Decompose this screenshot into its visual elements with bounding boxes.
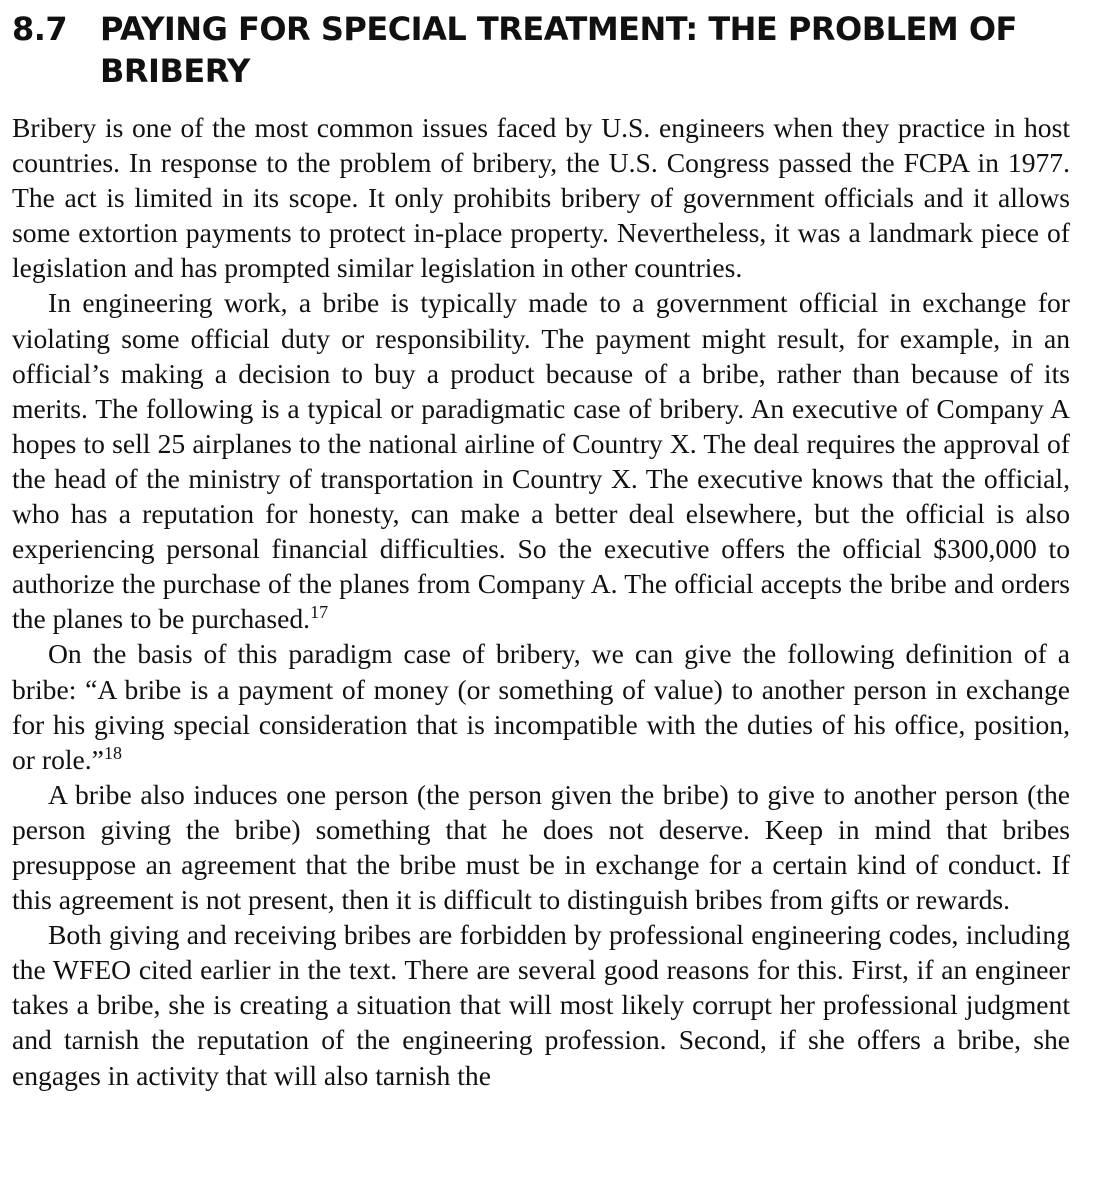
paragraph-3-text: On the basis of this paradigm case of bribery, we can give the following definition of a bribe: “A bribe is a payment of money (or something of value) to another person in exchange for his giving special consideration that is incompatible with the duties of his office, position, or role.”	[12, 638, 1070, 775]
footnote-18: 18	[103, 742, 122, 763]
paragraph-4	[12, 777, 1070, 917]
section-heading	[12, 8, 1070, 92]
paragraph-1-text: Bribery is one of the most common issues faced by U.S. engineers when they practice in host countries. In response to the problem of bribery, the U.S. Congress passed the FCPA in 1977. The act is limited in its scope. It only prohibits bribery of government officials and it allows some extortion payments to protect in-place property. Nevertheless, it was a landmark piece of legislation and has prompted similar legislation in other countries.	[12, 112, 1070, 284]
paragraph-2-text: In engineering work, a bribe is typically made to a government official in exchange for violating some official duty or responsibility. The payment might result, for example, in an official’s making a decision to buy a product because of a bribe, rather than because of its merits. The following is a typical or paradigmatic case of bribery. An executive of Company A hopes to sell 25 airplanes to the national airline of Country X. The deal requires the approval of the head of the ministry of transportation in Country X. The executive knows that the official, who has a reputation for honesty, can make a better deal elsewhere, but the official is also experiencing personal financial difficulties. So the executive offers the official $300,000 to authorize the purchase of the planes from Company A. The official accepts the bribe and orders the planes to be purchased.	[12, 287, 1070, 635]
paragraph-1	[12, 110, 1070, 285]
section-title: PAYING FOR SPECIAL TREATMENT: THE PROBLEM OF BRIBERY	[100, 10, 1017, 90]
page	[12, 8, 1070, 1093]
paragraph-4-text: A bribe also induces one person (the person given the bribe) to give to another person (the person giving the bribe) something that he does not deserve. Keep in mind that bribes presuppose an agreement that the bribe must be in exchange for a certain kind of conduct. If this agreement is not present, then it is difficult to distinguish bribes from gifts or rewards.	[12, 778, 1070, 916]
paragraph-5-text: Both giving and receiving bribes are forbidden by professional engineering codes, including the WFEO cited earlier in the text. There are several good reasons for this. First, if an engineer takes a bribe, she is creating a situation that will most likely corrupt her professional judgment and tarnish the reputation of the engineering profession. Second, if she offers a bribe, she engages in activity that will also tarnish the	[12, 919, 1070, 1091]
paragraph-2	[12, 285, 1070, 636]
paragraph-5	[12, 917, 1070, 1092]
footnote-17: 17	[310, 602, 329, 623]
section-number: 8.7	[12, 10, 68, 48]
paragraph-3	[12, 636, 1070, 776]
body-text	[12, 110, 1070, 1093]
